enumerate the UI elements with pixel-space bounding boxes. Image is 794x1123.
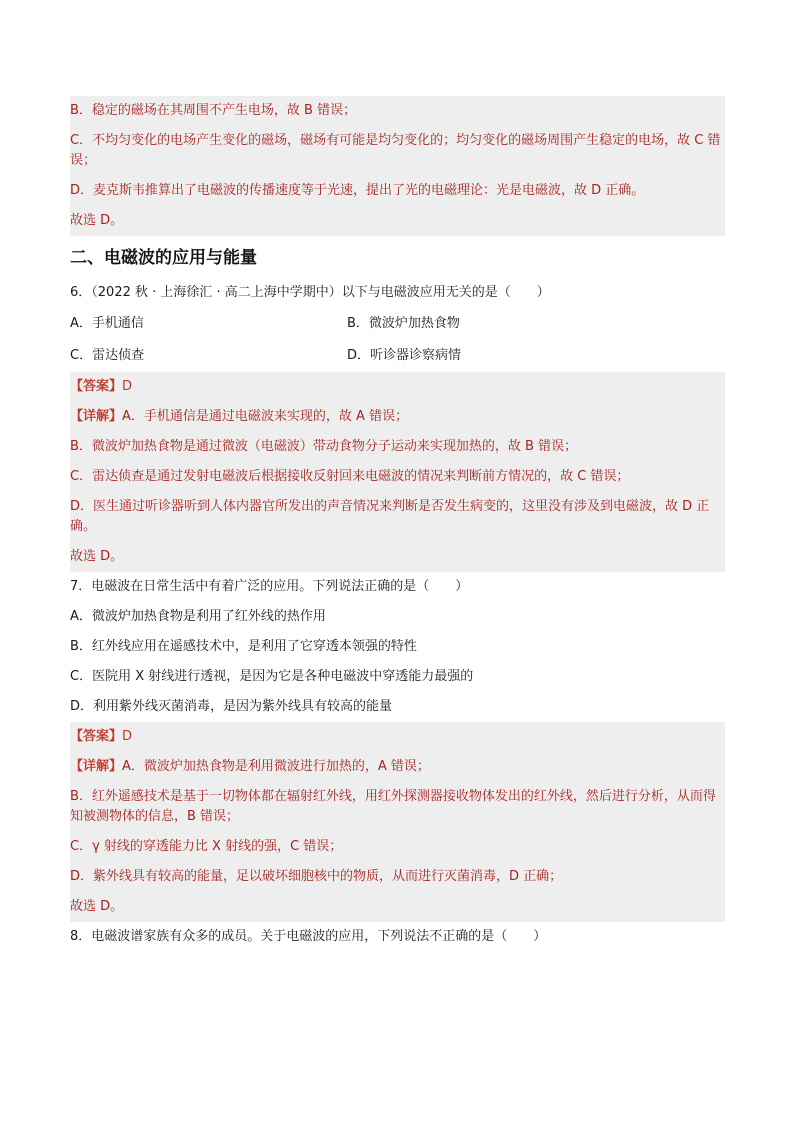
question-7-stem: 7．电磁波在日常生活中有着广泛的应用。下列说法正确的是（ ）	[70, 579, 469, 594]
section-title: 二、电磁波的应用与能量	[70, 248, 257, 268]
answer-value: D	[122, 379, 133, 394]
question-7-answer-block	[70, 722, 725, 922]
detail-tag: 【详解】	[70, 759, 123, 774]
explanation-line-c: C．不均匀变化的电场产生变化的磁场，磁场有可能是均匀变化的；均匀变化的磁场周围产生稳定的电场，故 C 错误；	[70, 133, 721, 168]
q7-answer	[70, 722, 725, 752]
q6-option-b: B．微波炉加热食物	[347, 316, 460, 331]
explanation-block-prev	[70, 96, 725, 236]
q6-detail-d: D．医生通过听诊器听到人体内器官所发出的声音情况来判断是否发生病变的，这里没有涉及到电磁波，故 D 正确。	[70, 499, 710, 534]
answer-value: D	[122, 729, 133, 744]
answer-tag: 【答案】	[70, 729, 123, 744]
q7-option-c: C．医院用 X 射线进行透视，是因为它是各种电磁波中穿透能力最强的	[70, 669, 474, 684]
q7-detail-d: D．紫外线具有较高的能量，足以破坏细胞核中的物质，从而进行灭菌消毒，D 正确；	[70, 869, 563, 884]
q6-conclusion: 故选 D。	[70, 549, 124, 564]
q6-option-c: C．雷达侦查	[70, 348, 145, 363]
answer-tag: 【答案】	[70, 379, 123, 394]
q6-answer	[70, 372, 725, 402]
q6-detail-b: B．微波炉加热食物是通过微波（电磁波）带动食物分子运动来实现加热的，故 B 错误；	[70, 439, 578, 454]
q7-conclusion: 故选 D。	[70, 899, 124, 914]
q7-detail-a: 【详解】A．微波炉加热食物是利用微波进行加热的，A 错误；	[70, 759, 430, 774]
question-6-options-row-2	[70, 340, 725, 372]
question-6-stem: 6．（2022 秋 · 上海徐汇 · 高二上海中学期中）以下与电磁波应用无关的是（ ）	[70, 285, 550, 300]
question-6-options-row-1	[70, 308, 725, 340]
q6-detail-c: C．雷达侦查是通过发射电磁波后根据接收反射回来电磁波的情况来判断前方情况的，故 C 错误；	[70, 469, 630, 484]
question-8-stem: 8．电磁波谱家族有众多的成员。关于电磁波的应用，下列说法不正确的是（ ）	[70, 929, 547, 944]
detail-tag: 【详解】	[70, 409, 123, 424]
explanation-line-d: D．麦克斯韦推算出了电磁波的传播速度等于光速，提出了光的电磁理论：光是电磁波，故 D 正确。	[70, 183, 645, 198]
q6-option-d: D．听诊器诊察病情	[347, 348, 462, 363]
q6-option-a: A．手机通信	[70, 316, 144, 331]
explanation-conclusion: 故选 D。	[70, 213, 124, 228]
q7-option-d: D．利用紫外线灭菌消毒，是因为紫外线具有较高的能量	[70, 699, 393, 714]
question-6-answer-block	[70, 372, 725, 572]
q7-detail-c: C．γ 射线的穿透能力比 X 射线的强，C 错误；	[70, 839, 343, 854]
q7-detail-b: B．红外遥感技术是基于一切物体都在辐射红外线，用红外探测器接收物体发出的红外线，然后进行分析，从而得知被测物体的信息，B 错误；	[70, 789, 716, 824]
q7-option-b: B．红外线应用在遥感技术中，是利用了它穿透本领强的特性	[70, 639, 417, 654]
document-page	[70, 96, 725, 952]
explanation-line-b: B．稳定的磁场在其周围不产生电场，故 B 错误；	[70, 103, 357, 118]
q6-detail-a: 【详解】A．手机通信是通过电磁波来实现的，故 A 错误；	[70, 409, 409, 424]
q7-option-a: A．微波炉加热食物是利用了红外线的热作用	[70, 609, 326, 624]
